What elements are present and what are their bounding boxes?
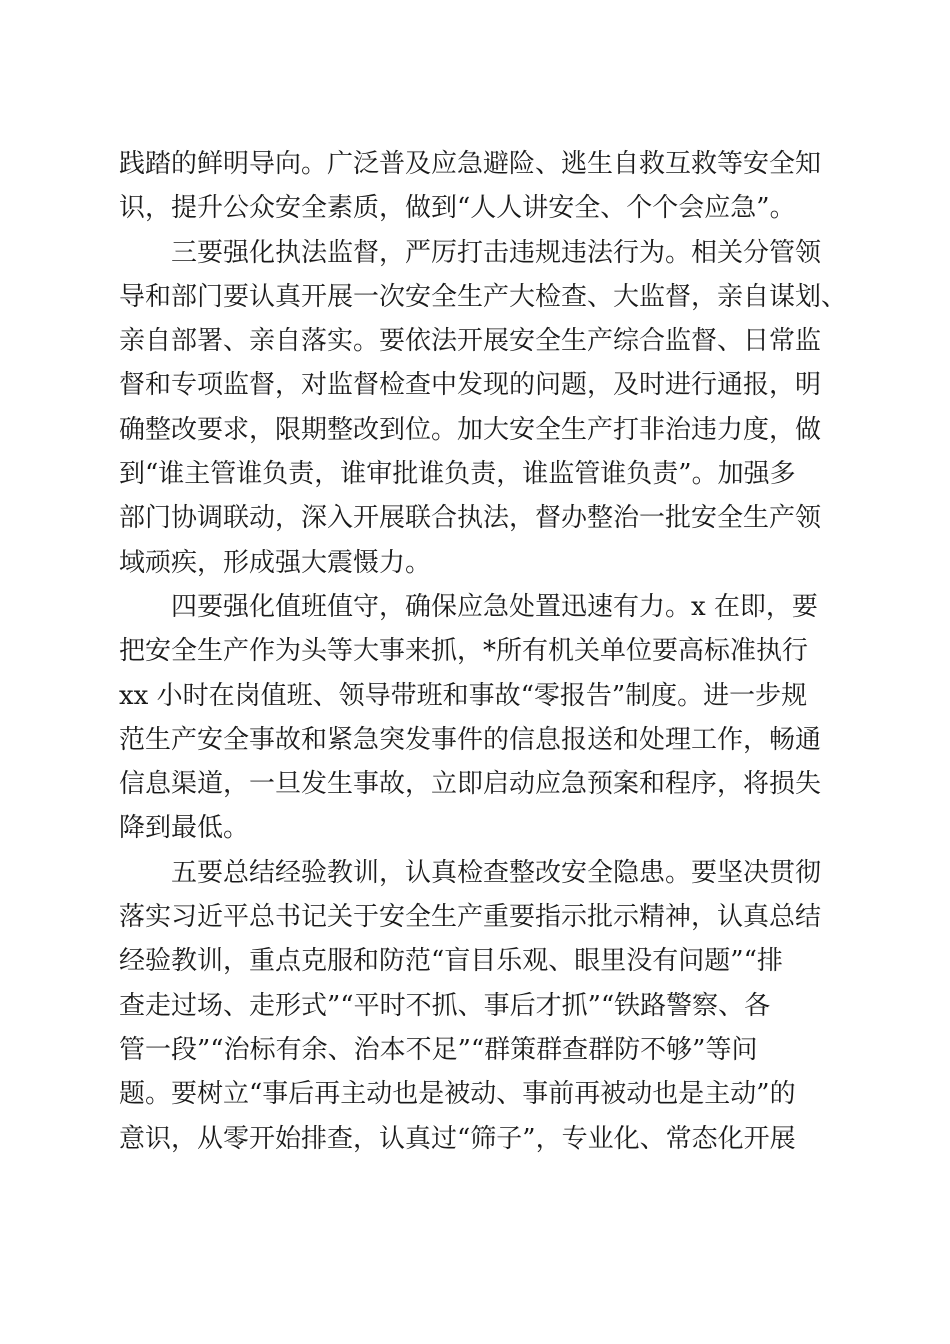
body-text [119, 142, 848, 1161]
text-line: 践踏的鲜明导向。广泛普及应急避险、逃生自救互救等安全知 [119, 149, 822, 179]
text-line: 部门协调联动，深入开展联合执法，督办整治一批安全生产领 [119, 503, 822, 534]
text-line: 确整改要求，限期整改到位。加大安全生产打非治违力度，做 [119, 414, 822, 445]
paragraph-start-line: 五要总结经验教训，认真检查整改安全隐患。要坚决贯彻 [119, 857, 822, 888]
text-line: 经验教训，重点克服和防范“盲目乐观、眼里没有问题”“排 [119, 946, 783, 977]
text-line: 导和部门要认真开展一次安全生产大检查、大监督，亲自谋划、 [119, 281, 848, 312]
text-line: 落实习近平总书记关于安全生产重要指示批示精神，认真总结 [119, 902, 822, 933]
text-line: 督和专项监督，对监督检查中发现的问题，及时进行通报，明 [119, 370, 822, 401]
paragraph-start-line: 三要强化执法监督，严厉打击违规违法行为。相关分管领 [119, 237, 822, 268]
paragraph-start-line: 四要强化值班值守，确保应急处置迅速有力。x 在即，要 [119, 591, 818, 622]
text-line: 题。要树立“事后再主动也是被动、事前再被动也是主动”的 [119, 1079, 796, 1110]
text-line: 降到最低。 [119, 813, 250, 844]
text-line: 把安全生产作为头等大事来抓，*所有机关单位要高标准执行 [119, 636, 809, 667]
text-line: 查走过场、走形式”“平时不抓、事后才抓”“铁路警察、各 [119, 990, 771, 1021]
text-line: 亲自部署、亲自落实。要依法开展安全生产综合监督、日常监 [119, 326, 822, 357]
text-line: 意识，从零开始排查，认真过“筛子”，专业化、常态化开展 [119, 1123, 796, 1154]
text-line: 到“谁主管谁负责，谁审批谁负责，谁监管谁负责”。加强多 [119, 459, 796, 490]
text-line: xx 小时在岗值班、领导带班和事故“零报告”制度。进一步规 [119, 680, 808, 711]
text-line: 范生产安全事故和紧急突发事件的信息报送和处理工作，畅通 [119, 724, 822, 755]
text-line: 域顽疾，形成强大震慑力。 [119, 547, 432, 578]
text-line: 信息渠道，一旦发生事故，立即启动应急预案和程序，将损失 [119, 769, 822, 800]
text-line: 识，提升公众安全素质，做到“人人讲安全、个个会应急”。 [119, 193, 796, 224]
text-line: 管一段”“治标有余、治本不足”“群策群查群防不够”等问 [119, 1034, 758, 1065]
